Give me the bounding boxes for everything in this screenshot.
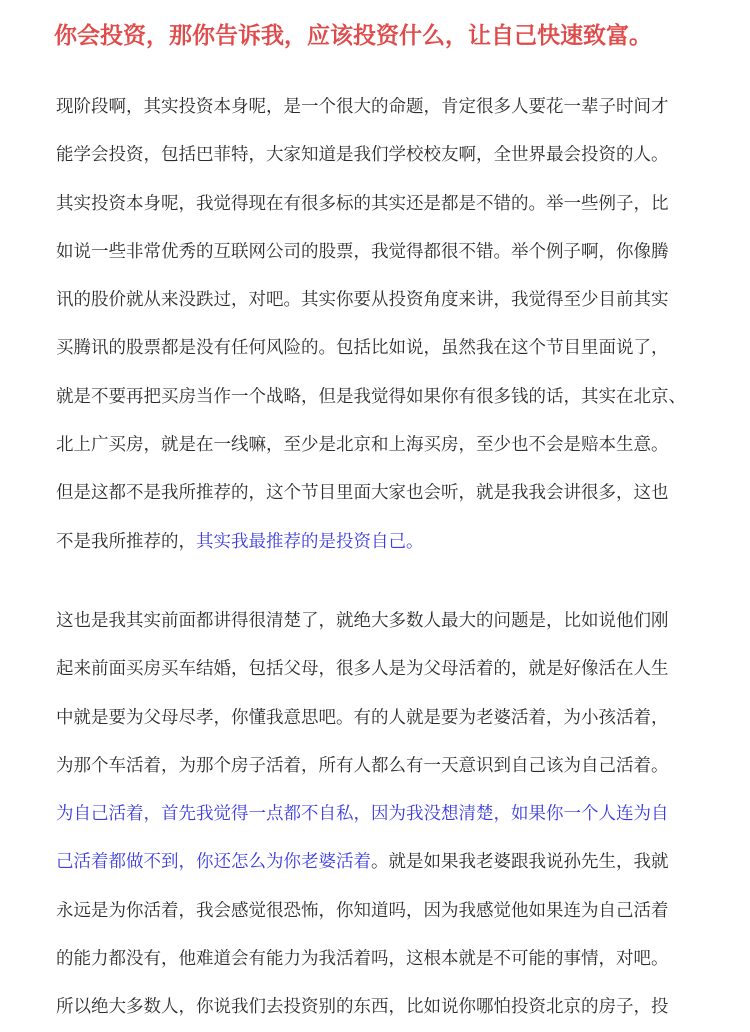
paragraph-1-line: 北上广买房，就是在一线嘛，至少是北京和上海买房，至少也不会是赔本生意。 bbox=[56, 435, 669, 456]
paragraph-1 bbox=[56, 83, 696, 566]
paragraph-2-line: 起来前面买房买车结婚，包括父母，很多人是为父母活着的，就是好像活在人生 bbox=[56, 659, 669, 680]
paragraph-1-line: 但是这都不是我所推荐的，这个节目里面大家也会听，就是我我会讲很多，这也 bbox=[56, 483, 669, 504]
paragraph-1-line: 买腾讯的股票都是没有任何风险的。包括比如说，虽然我在这个节目里面说了， bbox=[56, 338, 669, 359]
paragraph-2-line: 永远是为你活着，我会感觉很恐怖，你知道吗，因为我感觉他如果连为自己活着 bbox=[56, 900, 669, 921]
article-title: 你会投资，那你告诉我，应该投资什么，让自己快速致富。 bbox=[54, 23, 652, 49]
paragraph-1-line: 就是不要再把买房当作一个战略，但是我觉得如果你有很多钱的话，其实在北京、 bbox=[56, 386, 686, 407]
paragraph-2-mixed-line bbox=[56, 838, 696, 886]
paragraph-1-last-plain: 不是我所推荐的， bbox=[56, 531, 196, 552]
paragraph-1-line: 如说一些非常优秀的互联网公司的股票，我觉得都很不错。举个例子啊，你像腾 bbox=[56, 241, 669, 262]
paragraph-1-last-line bbox=[56, 518, 696, 566]
paragraph-1-line: 讯的股价就从来没跌过，对吧。其实你要从投资角度来讲，我觉得至少目前其实 bbox=[56, 290, 669, 311]
highlight-invest-yourself: 其实我最推荐的是投资自己。 bbox=[196, 531, 424, 552]
paragraph-2-mixed-plain: 。就是如果我老婆跟我说孙先生，我就 bbox=[371, 852, 669, 873]
paragraph-1-line: 能学会投资，包括巴菲特，大家知道是我们学校校友啊，全世界最会投资的人。 bbox=[56, 145, 669, 166]
paragraph-2-line: 中就是要为父母尽孝，你懂我意思吧。有的人就是要为老婆活着，为小孩活着， bbox=[56, 707, 669, 728]
paragraph-1-line: 现阶段啊，其实投资本身呢，是一个很大的命题，肯定很多人要花一辈子时间才 bbox=[56, 97, 669, 117]
paragraph-2-line: 为那个车活着，为那个房子活着，所有人都么有一天意识到自己该为自己活着。 bbox=[56, 755, 669, 776]
highlight-live-for-self: 己活着都做不到，你还怎么为你老婆活着 bbox=[56, 852, 371, 873]
paragraph-1-line: 其实投资本身呢，我觉得现在有很多标的其实还是都是不错的。举一些例子，比 bbox=[56, 193, 669, 214]
paragraph-2-line: 这也是我其实前面都讲得很清楚了，就绝大多数人最大的问题是，比如说他们刚 bbox=[56, 610, 669, 631]
paragraph-2 bbox=[56, 597, 696, 1032]
paragraph-2-highlight-line: 为自己活着，首先我觉得一点都不自私，因为我没想清楚，如果你一个人连为自 bbox=[56, 804, 669, 825]
paragraph-2-line: 所以绝大多数人，你说我们去投资别的东西，比如说你哪怕投资北京的房子，投 bbox=[56, 997, 669, 1018]
paragraph-2-line: 的能力都没有，他难道会有能力为我活着吗，这根本就是不可能的事情，对吧。 bbox=[56, 949, 669, 970]
